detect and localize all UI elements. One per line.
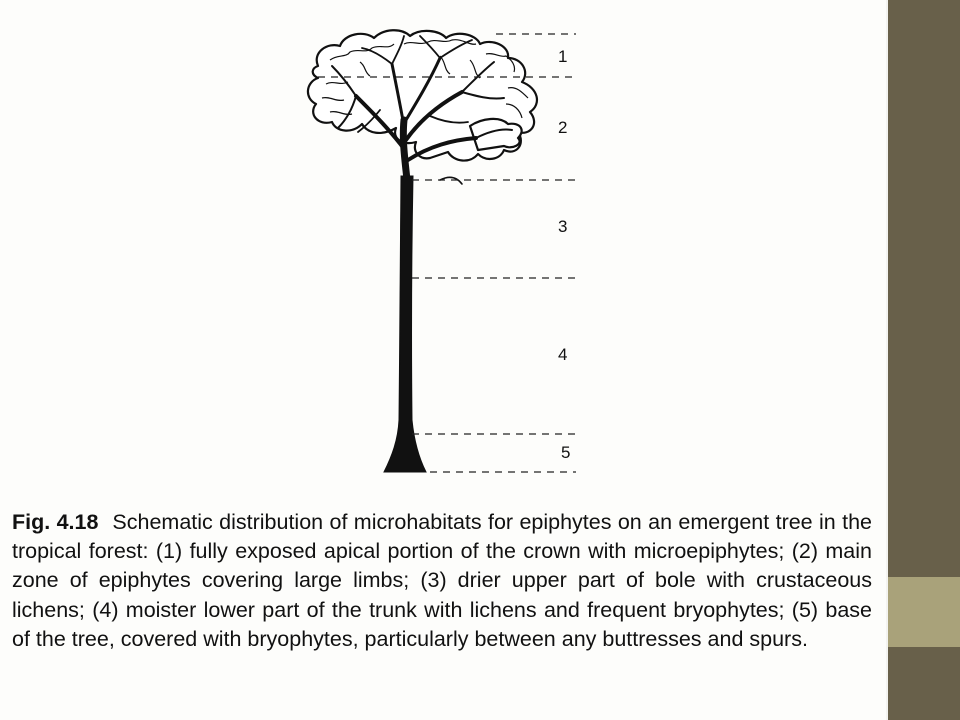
tree-crown [308, 30, 537, 160]
caption-text: Schematic distribution of microhabitats for epiphytes on an emergent tree in the tropical forest: (1) fully exposed apical portion of the crown with microepiphytes; (2) main zone of epiphytes covering large limbs; (3) drier upper part of bole with crustaceous lichens; (4) moister lower part of the trunk with lichens and frequent bryophytes; (5) base of the tree, covered with bryophytes, particularly between any buttresses and spurs. [12, 510, 872, 651]
side-decoration-accent [888, 577, 960, 647]
figure-number: Fig. 4.18 [12, 510, 99, 534]
figure-caption [12, 508, 872, 654]
zone-label-1: 1 [558, 47, 568, 66]
zone-label-5: 5 [561, 443, 571, 462]
tree-trunk [384, 176, 426, 472]
zone-label-2: 2 [558, 118, 568, 137]
zone-label-3: 3 [558, 217, 568, 236]
zone-label-4: 4 [558, 345, 568, 364]
